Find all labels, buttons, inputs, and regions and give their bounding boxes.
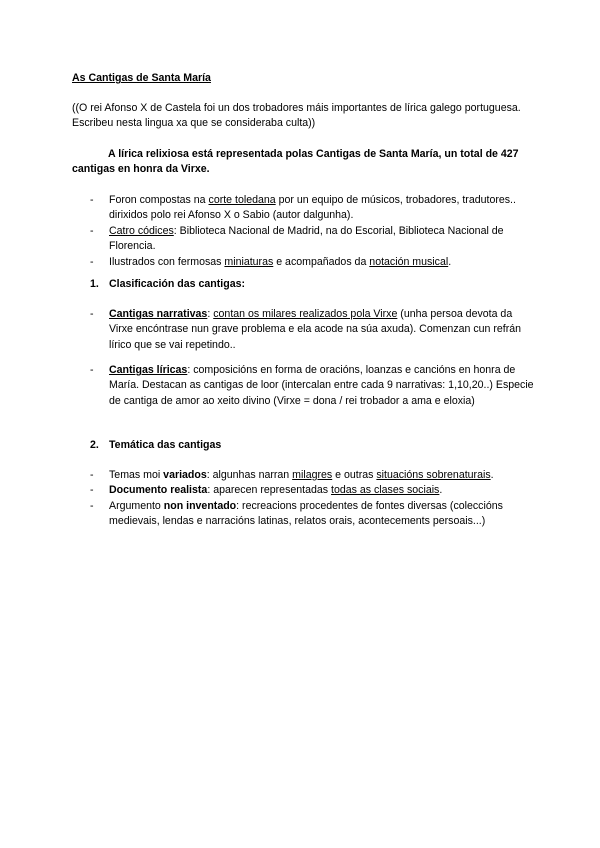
text-span: : aparecen representadas bbox=[207, 484, 332, 497]
list-dash: - bbox=[90, 469, 94, 481]
underlined-term: miniaturas bbox=[224, 255, 274, 268]
narrative-list bbox=[90, 307, 535, 353]
bold-term: non inventado bbox=[163, 499, 237, 512]
list-item bbox=[90, 468, 535, 483]
lyric-list bbox=[90, 363, 535, 409]
section-label: Clasificación das cantigas: bbox=[109, 278, 246, 290]
section-number: 1. bbox=[90, 278, 99, 290]
list-item bbox=[90, 363, 535, 409]
text-span: por un equipo de músicos, trobadores, tradutores.. dirixidos polo rei Afonso X o Sabio (autor dalgunha). bbox=[109, 194, 516, 222]
underlined-term: corte toledana bbox=[208, 194, 276, 206]
list-dash: - bbox=[90, 364, 94, 376]
list-item bbox=[90, 499, 535, 530]
list-dash: - bbox=[90, 484, 94, 497]
general-facts-list bbox=[90, 193, 535, 270]
section-heading-classification bbox=[90, 277, 245, 292]
text-span: . bbox=[448, 255, 452, 268]
bold-term: variados bbox=[163, 469, 207, 481]
text-span: Foron compostas na bbox=[109, 194, 209, 206]
text-span: Argumento bbox=[109, 499, 164, 512]
underlined-term: notación musical bbox=[369, 255, 449, 268]
text-span: (unha persoa devota da Virxe encóntrase nun grave problema e ela acode na súa axuda). Comenzan cun refrán lírico que se vai repetindo.. bbox=[109, 308, 522, 351]
text-span: : composicións en forma de oracións, loanzas e cancións en honra de María. Destacan as cantigas de loor (intercalan entre cada 9 narrativas: 1,10,20..) Especie de cantiga de amor ao xeito divino (Virxe = dona / rei trobador a ama e eloxia) bbox=[109, 364, 534, 407]
list-dash: - bbox=[90, 308, 94, 320]
text-span: : Biblioteca Nacional de Madrid, na do Escorial, Biblioteca Nacional de Florencia. bbox=[109, 224, 504, 253]
document-title: As Cantigas de Santa María bbox=[72, 72, 211, 84]
underlined-term: Catro códices bbox=[109, 224, 174, 237]
list-item bbox=[90, 193, 535, 224]
list-dash: - bbox=[90, 224, 94, 237]
text-span: Temas moi bbox=[109, 469, 164, 481]
text-span: : recreacions procedentes de fontes diversas (coleccións medievais, lendas e narracións latinas, relatos orais, acontecements persoais...) bbox=[109, 499, 503, 528]
section-label: Temática das cantigas bbox=[109, 439, 222, 451]
section-heading-themes bbox=[90, 438, 221, 453]
section-number: 2. bbox=[90, 439, 99, 451]
underlined-term: todas as clases sociais bbox=[331, 484, 440, 497]
bold-term: Documento realista bbox=[109, 484, 208, 497]
underlined-term: situacións sobrenaturais bbox=[376, 469, 491, 481]
list-item bbox=[90, 224, 535, 255]
text-span: Ilustrados con fermosas bbox=[109, 255, 225, 268]
underlined-term: Cantigas narrativas bbox=[109, 308, 208, 320]
text-span: : bbox=[207, 308, 214, 320]
underlined-term: Cantigas líricas bbox=[109, 364, 188, 376]
list-dash: - bbox=[90, 194, 94, 206]
themes-list bbox=[90, 468, 535, 530]
list-item bbox=[90, 483, 535, 498]
underlined-term: milagres bbox=[292, 469, 333, 481]
text-span: e acompañados da bbox=[273, 255, 370, 268]
lead-paragraph: A lírica relixiosa está representada polas Cantigas de Santa María, un total de 427 cantigas en honra da Virxe. bbox=[72, 148, 519, 176]
underlined-term: contan os milares realizados pola Virxe bbox=[213, 308, 398, 320]
list-item bbox=[90, 307, 535, 353]
text-span: . bbox=[439, 484, 443, 497]
text-span: : algunhas narran bbox=[206, 469, 293, 481]
text-span: . bbox=[490, 469, 494, 481]
list-item bbox=[90, 255, 535, 270]
text-span: e outras bbox=[332, 469, 377, 481]
list-dash: - bbox=[90, 499, 94, 512]
list-dash: - bbox=[90, 255, 94, 268]
intro-paragraph: ((O rei Afonso X de Castela foi un dos trobadores máis importantes de lírica galego portuguesa. Escribeu nesta lingua xa que se consideraba culta)) bbox=[72, 102, 521, 130]
